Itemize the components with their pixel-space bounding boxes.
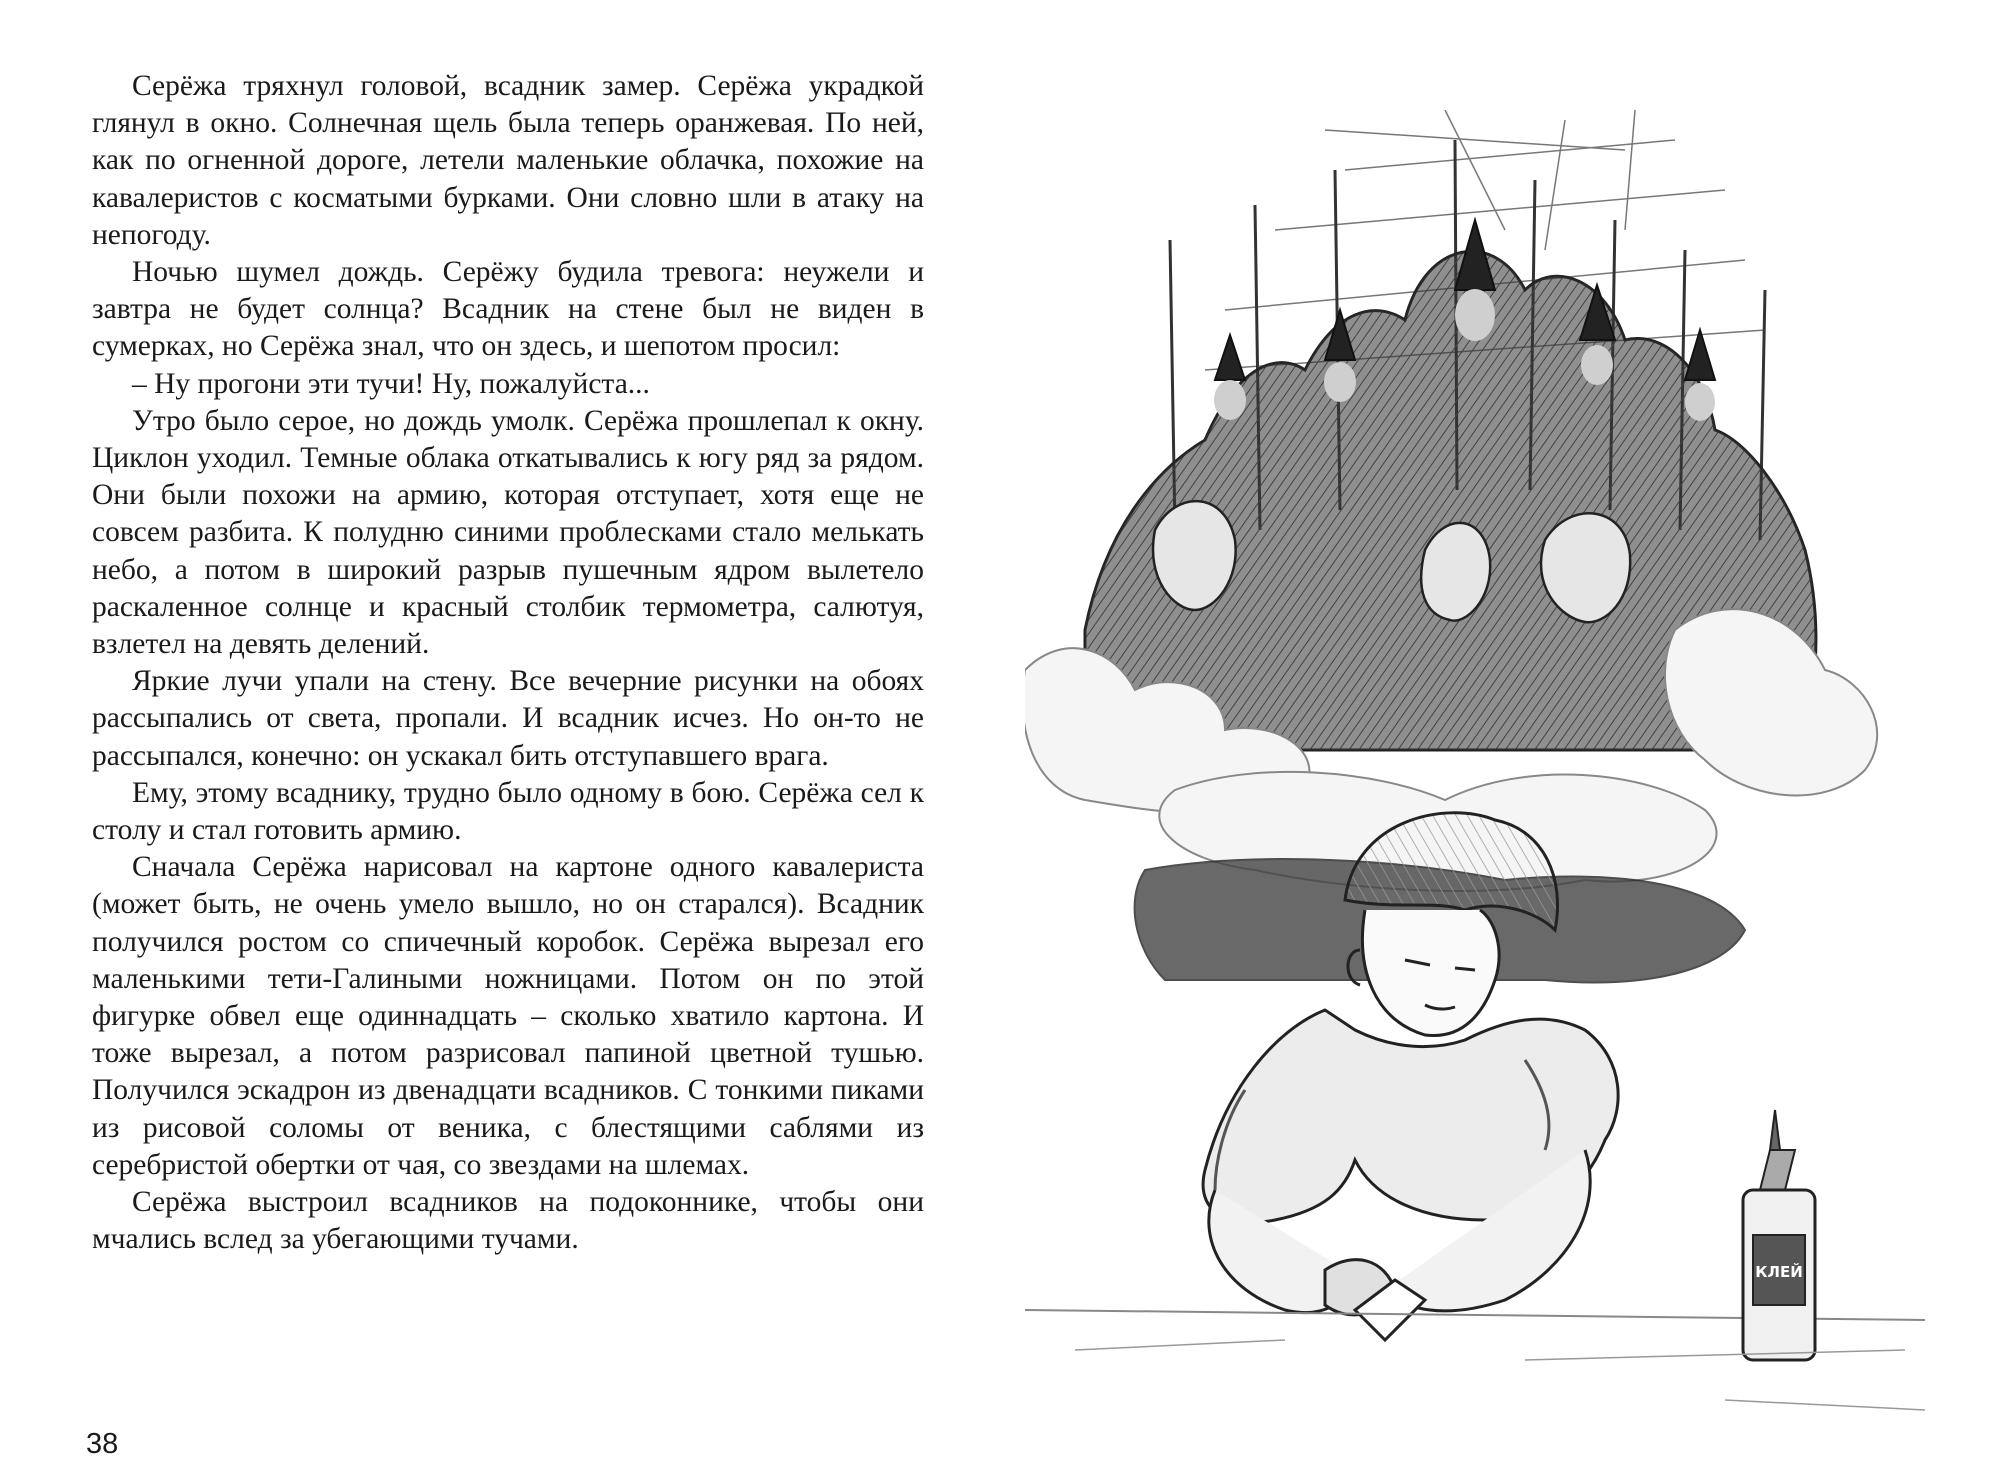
paragraph-5: Яркие лучи упали на стену. Все вечерние рисунки на обоях рассыпались от света, пропали. И всадник исчез. Но он-то не рассыпался, конечно: он ускакал бить отступавшего врага.	[92, 665, 924, 772]
paragraph-4: Утро было серое, но дождь умолк. Серёжа прошлепал к окну. Циклон уходил. Темные облака откатывались к югу ряд за рядом. Они были похожи на армию, которая отступает, хотя еще не совсем разбита. К полудню синими проблесками стало мелькать небо, а потом в широкий разрыв пушечным ядром вылетело раскаленное солнце и красный столбик термометра, салютуя, взлетел на девять делений.	[92, 404, 924, 661]
paragraph-7: Сначала Серёжа нарисовал на картоне одного кавалериста (может быть, не очень умело вышло, но он старался). Всадник получился ростом со спичечный коробок. Серёжа вырезал его маленькими тети-Галиными ножницами. Потом он по этой фигурке обвел еще одиннадцать – сколько хватило картона. И тоже вырезал, а потом разрисовал папиной цветной тушью. Получился эскадрон из двенадцати всадников. С тонкими пиками из рисовой соломы от веника, с блестящими саблями из серебристой обертки от чая, со звездами на шлемах.	[92, 851, 924, 1181]
illustration-svg	[1025, 110, 1960, 1450]
paragraph-6: Ему, этому всаднику, трудно было одному в бою. Серёжа сел к столу и стал готовить армию.	[92, 776, 924, 847]
glue-label: КЛЕЙ	[1755, 1263, 1803, 1281]
paragraph-2: Ночью шумел дождь. Серёжу будила тревога: неужели и завтра не будет солнца? Всадник на стене был не виден в сумерках, но Серёжа знал, что он здесь, и шепотом просил:	[92, 256, 924, 363]
glue-bottle	[1743, 1110, 1815, 1360]
page-number: 38	[86, 1428, 119, 1460]
paragraph-8: Серёжа выстроил всадников на подоконнике, чтобы они мчались вслед за убегающими тучами.	[92, 1186, 924, 1256]
paragraph-1: Серёжа тряхнул головой, всадник замер. Серёжа украдкой глянул в окно. Солнечная щель была теперь оранжевая. По ней, как по огненной дороге, летели маленькие облачка, похожие на кавалеристов с косматыми бурками. Они словно шли в атаку на непогоду.	[92, 70, 924, 251]
paragraph-3-dialogue: – Ну прогони эти тучи! Ну, пожалуйста...	[132, 367, 650, 400]
story-text	[92, 68, 924, 1259]
pencil-illustration	[1025, 110, 1960, 1450]
